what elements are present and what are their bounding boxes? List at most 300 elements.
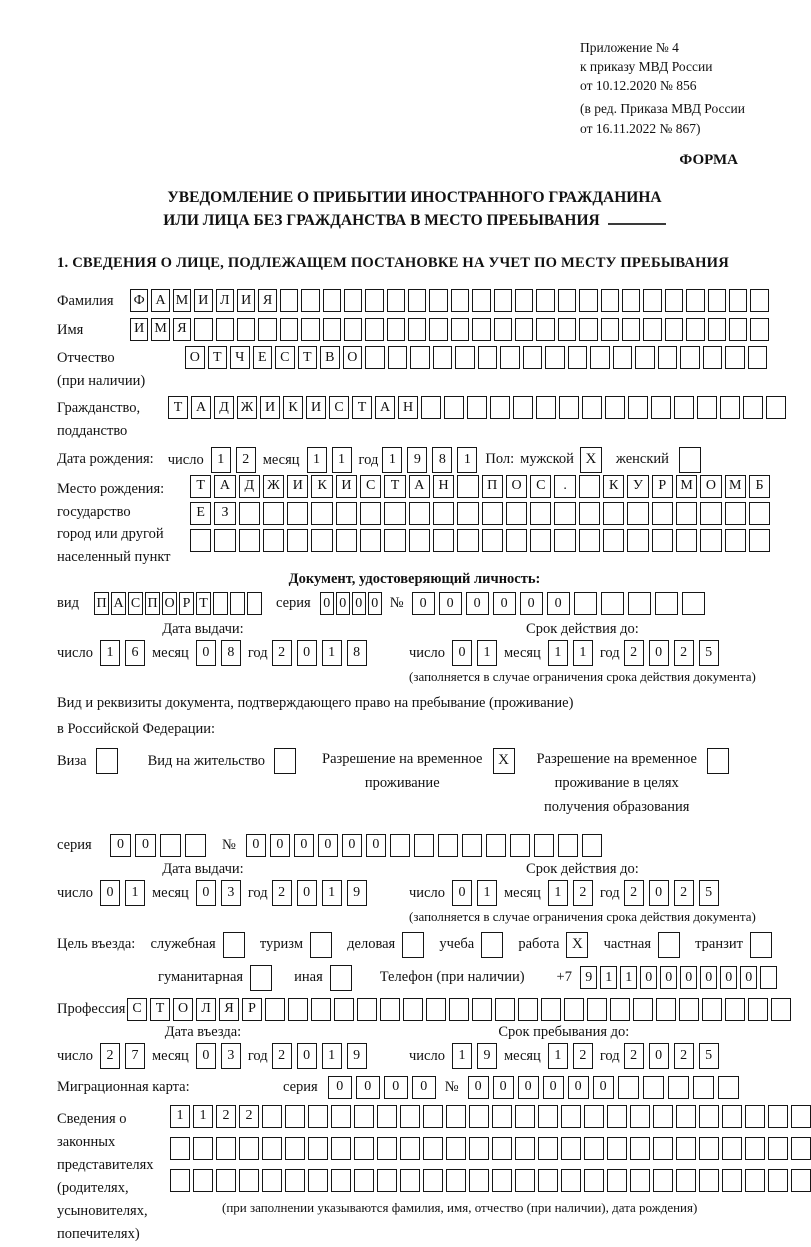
- title-blank-line: [608, 213, 666, 225]
- char-cell: 2: [674, 880, 694, 906]
- char-cell: 0: [246, 834, 266, 857]
- char-cell: Т: [298, 346, 318, 369]
- char-cell: [749, 529, 770, 552]
- char-cell: [429, 318, 447, 341]
- birth-date-row: [57, 447, 772, 473]
- char-cell: 9: [407, 447, 427, 473]
- char-cell: Ф: [130, 289, 148, 312]
- citizenship-label: Гражданство, подданство: [57, 400, 141, 440]
- doc-issue-title: Дата выдачи:: [162, 620, 244, 637]
- char-cell: [676, 502, 697, 525]
- char-cell: 0: [720, 966, 738, 989]
- purpose-gumanitarnaya-checkbox: [250, 965, 272, 991]
- char-cell: [676, 1105, 696, 1128]
- char-cell: [301, 289, 319, 312]
- char-cell: [285, 1105, 305, 1128]
- char-cell: [336, 502, 357, 525]
- char-cell: [536, 396, 556, 419]
- char-cell: 2: [624, 880, 644, 906]
- char-cell: [365, 346, 385, 369]
- char-cell: 7: [125, 1043, 145, 1069]
- char-cell: [446, 1137, 466, 1160]
- char-cell: Т: [190, 475, 211, 498]
- char-cell: 6: [125, 640, 145, 666]
- char-cell: 0: [336, 592, 350, 615]
- char-cell: А: [111, 592, 126, 615]
- char-cell: [515, 1105, 535, 1128]
- char-cell: 3: [221, 1043, 241, 1069]
- char-cell: 5: [699, 880, 719, 906]
- char-cell: 0: [493, 1076, 514, 1099]
- char-cell: 0: [680, 966, 698, 989]
- char-cell: Я: [173, 318, 191, 341]
- char-cell: [725, 529, 746, 552]
- char-cell: [421, 396, 441, 419]
- char-cell: Я: [258, 289, 276, 312]
- char-cell: 0: [196, 1043, 216, 1069]
- birth-place-row-3: [190, 529, 770, 552]
- char-cell: .: [554, 475, 575, 498]
- doc-issue-day-cells: [100, 640, 145, 666]
- char-cell: 0: [468, 1076, 489, 1099]
- char-cell: [579, 529, 600, 552]
- char-cell: 0: [297, 880, 317, 906]
- char-cell: [554, 502, 575, 525]
- char-cell: [331, 1137, 351, 1160]
- char-cell: [703, 346, 723, 369]
- annex-line: Приложение № 4: [580, 40, 679, 55]
- char-cell: [334, 998, 354, 1021]
- doc-number-cells: [412, 592, 705, 615]
- char-cell: [568, 346, 588, 369]
- char-cell: [494, 318, 512, 341]
- doc-issue-block: Дата выдачи: число 1 6 месяц 0 8 год 2 0 1 8: [57, 621, 409, 686]
- char-cell: [656, 998, 676, 1021]
- char-cell: [534, 834, 554, 857]
- representatives-row-2: [170, 1137, 811, 1160]
- representatives-block: [57, 1105, 772, 1247]
- char-cell: [541, 998, 561, 1021]
- surname-row: [57, 289, 772, 312]
- char-cell: [262, 1169, 282, 1192]
- char-cell: [258, 318, 276, 341]
- char-cell: [193, 1137, 213, 1160]
- char-cell: [262, 1105, 282, 1128]
- char-cell: 1: [620, 966, 638, 989]
- birth-year-cells: [382, 447, 477, 473]
- char-cell: [408, 318, 426, 341]
- doc-kind-cells: [94, 592, 262, 615]
- char-cell: 0: [356, 1076, 380, 1099]
- char-cell: [387, 289, 405, 312]
- rvp-expiry-month-cells: [548, 880, 593, 906]
- char-cell: [262, 1137, 282, 1160]
- char-cell: [558, 289, 576, 312]
- char-cell: [771, 998, 791, 1021]
- char-cell: [725, 502, 746, 525]
- char-cell: [515, 1169, 535, 1192]
- char-cell: 9: [347, 880, 367, 906]
- char-cell: [472, 318, 490, 341]
- char-cell: И: [336, 475, 357, 498]
- char-cell: [607, 1169, 627, 1192]
- char-cell: [768, 1105, 788, 1128]
- char-cell: Т: [150, 998, 170, 1021]
- char-cell: Н: [398, 396, 418, 419]
- char-cell: [530, 529, 551, 552]
- char-cell: [494, 289, 512, 312]
- char-cell: [239, 1137, 259, 1160]
- char-cell: [331, 1105, 351, 1128]
- birth-date-label: Дата рождения:: [57, 451, 154, 468]
- char-cell: [513, 396, 533, 419]
- char-cell: 9: [347, 1043, 367, 1069]
- char-cell: 0: [412, 592, 435, 615]
- char-cell: М: [173, 289, 191, 312]
- char-cell: [280, 289, 298, 312]
- rvp-number-label: №: [222, 836, 236, 853]
- char-cell: [722, 1169, 742, 1192]
- name-row: [57, 318, 772, 341]
- stay-month-cells: [548, 1043, 593, 1069]
- char-cell: 0: [352, 592, 366, 615]
- doc-expiry-note: (заполняется в случае ограничения срока действия документа): [409, 668, 756, 684]
- char-cell: 0: [568, 1076, 589, 1099]
- char-cell: П: [145, 592, 160, 615]
- char-cell: 0: [270, 834, 290, 857]
- char-cell: [653, 1105, 673, 1128]
- char-cell: [482, 502, 503, 525]
- char-cell: О: [700, 475, 721, 498]
- char-cell: [506, 502, 527, 525]
- char-cell: [408, 289, 426, 312]
- char-cell: [627, 502, 648, 525]
- char-cell: 0: [547, 592, 570, 615]
- char-cell: [400, 1137, 420, 1160]
- char-cell: [472, 289, 490, 312]
- char-cell: 2: [272, 640, 292, 666]
- migration-card-row: [57, 1076, 772, 1099]
- char-cell: Т: [208, 346, 228, 369]
- char-cell: [676, 529, 697, 552]
- char-cell: [449, 998, 469, 1021]
- char-cell: [674, 396, 694, 419]
- char-cell: 3: [221, 880, 241, 906]
- char-cell: [554, 529, 575, 552]
- char-cell: [750, 289, 768, 312]
- char-cell: [722, 1137, 742, 1160]
- char-cell: 0: [660, 966, 678, 989]
- form-word: ФОРМА: [679, 151, 738, 168]
- char-cell: С: [329, 396, 349, 419]
- char-cell: [676, 1137, 696, 1160]
- char-cell: [280, 318, 298, 341]
- char-cell: [492, 1169, 512, 1192]
- purpose-inaya-checkbox: [330, 965, 352, 991]
- char-cell: [515, 289, 533, 312]
- char-cell: [750, 318, 768, 341]
- char-cell: [613, 346, 633, 369]
- char-cell: 1: [548, 640, 568, 666]
- char-cell: [760, 966, 778, 989]
- char-cell: 0: [640, 966, 658, 989]
- char-cell: [564, 998, 584, 1021]
- char-cell: [605, 396, 625, 419]
- char-cell: 2: [272, 880, 292, 906]
- sex-label: Пол:: [485, 451, 515, 468]
- char-cell: [515, 318, 533, 341]
- char-cell: [301, 318, 319, 341]
- doc-expiry-title: Срок действия до:: [526, 620, 639, 637]
- char-cell: [239, 1169, 259, 1192]
- char-cell: 2: [216, 1105, 236, 1128]
- char-cell: [160, 834, 181, 857]
- char-cell: [410, 346, 430, 369]
- char-cell: 1: [100, 640, 120, 666]
- char-cell: 0: [520, 592, 543, 615]
- char-cell: Т: [196, 592, 211, 615]
- char-cell: [601, 592, 624, 615]
- char-cell: Б: [749, 475, 770, 498]
- char-cell: 2: [100, 1043, 120, 1069]
- annex-line: от 10.12.2020 № 856: [580, 78, 697, 94]
- char-cell: Т: [352, 396, 372, 419]
- char-cell: [561, 1169, 581, 1192]
- phone-label: Телефон (при наличии): [379, 969, 525, 986]
- char-cell: [451, 318, 469, 341]
- char-cell: [414, 834, 434, 857]
- char-cell: 2: [272, 1043, 292, 1069]
- char-cell: 1: [332, 447, 352, 473]
- char-cell: 0: [649, 880, 669, 906]
- char-cell: [643, 1076, 664, 1099]
- char-cell: [665, 289, 683, 312]
- option-temp-residence: Разрешение на временное проживание X: [322, 748, 514, 796]
- char-cell: [354, 1137, 374, 1160]
- surname-label: Фамилия: [57, 293, 114, 310]
- char-cell: [700, 502, 721, 525]
- purpose-chastnaya-checkbox: [658, 932, 680, 958]
- sex-male-label: мужской: [520, 451, 574, 468]
- char-cell: [518, 998, 538, 1021]
- entry-date-block: Дата въезда: число 2 7 месяц 0 3 год 2 0 1 9: [57, 1024, 409, 1069]
- migration-series-label: серия: [283, 1078, 318, 1095]
- char-cell: Н: [433, 475, 454, 498]
- char-cell: [377, 1137, 397, 1160]
- char-cell: У: [627, 475, 648, 498]
- purpose-turizm: туризм: [260, 932, 332, 958]
- char-cell: [457, 529, 478, 552]
- residence-doc-intro: Вид и реквизиты документа, подтверждающего право на пребывание (проживание) в Российской Федерации:: [57, 694, 574, 737]
- annex-edition-line: (в ред. Приказа МВД России: [580, 101, 745, 117]
- representatives-labels: Сведения о законных представителях (родителях, усыновителях, попечителях): [57, 1110, 154, 1243]
- char-cell: А: [191, 396, 211, 419]
- char-cell: 0: [196, 880, 216, 906]
- char-cell: 0: [318, 834, 338, 857]
- char-cell: 1: [125, 880, 145, 906]
- char-cell: 2: [624, 640, 644, 666]
- char-cell: Л: [216, 289, 234, 312]
- char-cell: [745, 1105, 765, 1128]
- char-cell: Ж: [263, 475, 284, 498]
- char-cell: Ж: [237, 396, 257, 419]
- char-cell: [708, 289, 726, 312]
- char-cell: [423, 1105, 443, 1128]
- char-cell: Д: [239, 475, 260, 498]
- char-cell: [323, 289, 341, 312]
- rvp-expiry-year-cells: [624, 880, 719, 906]
- char-cell: 1: [307, 447, 327, 473]
- char-cell: 1: [382, 447, 402, 473]
- char-cell: [791, 1169, 811, 1192]
- doc-issue-month-cells: [196, 640, 241, 666]
- rvp-series-cells: [110, 834, 206, 857]
- migration-number-cells: [468, 1076, 739, 1099]
- char-cell: [486, 834, 506, 857]
- birth-place-block: [57, 475, 772, 570]
- char-cell: [193, 1169, 213, 1192]
- char-cell: [384, 502, 405, 525]
- char-cell: 0: [543, 1076, 564, 1099]
- char-cell: [500, 346, 520, 369]
- char-cell: [400, 1169, 420, 1192]
- char-cell: [287, 502, 308, 525]
- purpose-ucheba: учеба: [439, 932, 503, 958]
- char-cell: 0: [110, 834, 131, 857]
- purpose-row-1: [57, 932, 772, 958]
- char-cell: 0: [294, 834, 314, 857]
- char-cell: К: [311, 475, 332, 498]
- citizenship-cells: [168, 396, 786, 419]
- char-cell: [462, 834, 482, 857]
- char-cell: [311, 998, 331, 1021]
- char-cell: [574, 592, 597, 615]
- purpose-rabota-checkbox: X: [566, 932, 588, 958]
- char-cell: [749, 502, 770, 525]
- annex-line: к приказу МВД России: [580, 59, 713, 75]
- char-cell: [633, 998, 653, 1021]
- char-cell: 0: [328, 1076, 352, 1099]
- doc-expiry-year-cells: [624, 640, 719, 666]
- char-cell: [492, 1105, 512, 1128]
- char-cell: 8: [347, 640, 367, 666]
- char-cell: [699, 1169, 719, 1192]
- char-cell: [344, 289, 362, 312]
- char-cell: [365, 318, 383, 341]
- profession-label: Профессия: [57, 1000, 126, 1017]
- char-cell: [607, 1105, 627, 1128]
- char-cell: [239, 502, 260, 525]
- char-cell: 1: [193, 1105, 213, 1128]
- char-cell: [170, 1137, 190, 1160]
- sex-female-checkbox: [679, 447, 701, 473]
- char-cell: [403, 998, 423, 1021]
- char-cell: [748, 346, 768, 369]
- char-cell: [768, 1169, 788, 1192]
- char-cell: [492, 1137, 512, 1160]
- char-cell: 8: [221, 640, 241, 666]
- char-cell: [344, 318, 362, 341]
- doc-expiry-block: Срок действия до: число 0 1 месяц 1 1 год 2 0 2 5 (заполняется в случае ограничения срока действия документа): [409, 620, 756, 684]
- char-cell: 0: [384, 1076, 408, 1099]
- identity-doc-dates: [57, 621, 772, 686]
- patronymic-row: [57, 346, 772, 391]
- char-cell: [768, 1137, 788, 1160]
- doc-series-cells: [320, 592, 382, 615]
- residence-doc-dates: [57, 861, 772, 926]
- char-cell: [538, 1169, 558, 1192]
- char-cell: [630, 1137, 650, 1160]
- char-cell: 0: [452, 640, 472, 666]
- char-cell: [729, 318, 747, 341]
- visa-checkbox: [96, 748, 118, 774]
- char-cell: [457, 502, 478, 525]
- char-cell: К: [603, 475, 624, 498]
- char-cell: [559, 396, 579, 419]
- char-cell: И: [260, 396, 280, 419]
- char-cell: 8: [432, 447, 452, 473]
- char-cell: [579, 475, 600, 498]
- char-cell: [287, 529, 308, 552]
- char-cell: [680, 346, 700, 369]
- char-cell: [699, 1105, 719, 1128]
- doc-series-label: серия: [276, 595, 311, 612]
- char-cell: [230, 592, 245, 615]
- char-cell: [745, 1137, 765, 1160]
- char-cell: [603, 502, 624, 525]
- char-cell: 0: [493, 592, 516, 615]
- char-cell: 9: [477, 1043, 497, 1069]
- char-cell: [311, 502, 332, 525]
- representatives-note: (при заполнении указываются фамилия, имя, отчество (при наличии), дата рождения): [222, 1199, 698, 1215]
- char-cell: [651, 396, 671, 419]
- rvp-series-label: серия: [57, 836, 92, 853]
- char-cell: С: [128, 592, 143, 615]
- entry-day-cells: [100, 1043, 145, 1069]
- char-cell: [214, 529, 235, 552]
- char-cell: 2: [573, 1043, 593, 1069]
- purpose-delovaya: деловая: [347, 932, 424, 958]
- stay-until-block: Срок пребывания до: число 1 9 месяц 1 2 год 2 0 2 5: [409, 1024, 719, 1069]
- birth-place-row-2: [190, 502, 770, 525]
- char-cell: М: [676, 475, 697, 498]
- stay-day-cells: [452, 1043, 497, 1069]
- char-cell: П: [94, 592, 109, 615]
- doc-issue-year-cells: [272, 640, 367, 666]
- char-cell: [467, 396, 487, 419]
- sex-female-label: женский: [615, 451, 669, 468]
- char-cell: [582, 834, 602, 857]
- profession-row: [57, 998, 772, 1021]
- char-cell: [720, 396, 740, 419]
- char-cell: [478, 346, 498, 369]
- migration-card-label: Миграционная карта:: [57, 1078, 190, 1095]
- char-cell: [630, 1105, 650, 1128]
- char-cell: 0: [368, 592, 382, 615]
- birth-year-label: год: [358, 451, 379, 468]
- option-visa: Виза: [57, 748, 118, 774]
- entry-stay-dates: [57, 1024, 772, 1069]
- char-cell: [523, 346, 543, 369]
- residence-doc-options: [57, 748, 772, 820]
- char-cell: [538, 1105, 558, 1128]
- char-cell: [536, 289, 554, 312]
- char-cell: [490, 396, 510, 419]
- char-cell: 1: [477, 640, 497, 666]
- birth-month-label: месяц: [262, 451, 300, 468]
- char-cell: [185, 834, 206, 857]
- char-cell: 0: [439, 592, 462, 615]
